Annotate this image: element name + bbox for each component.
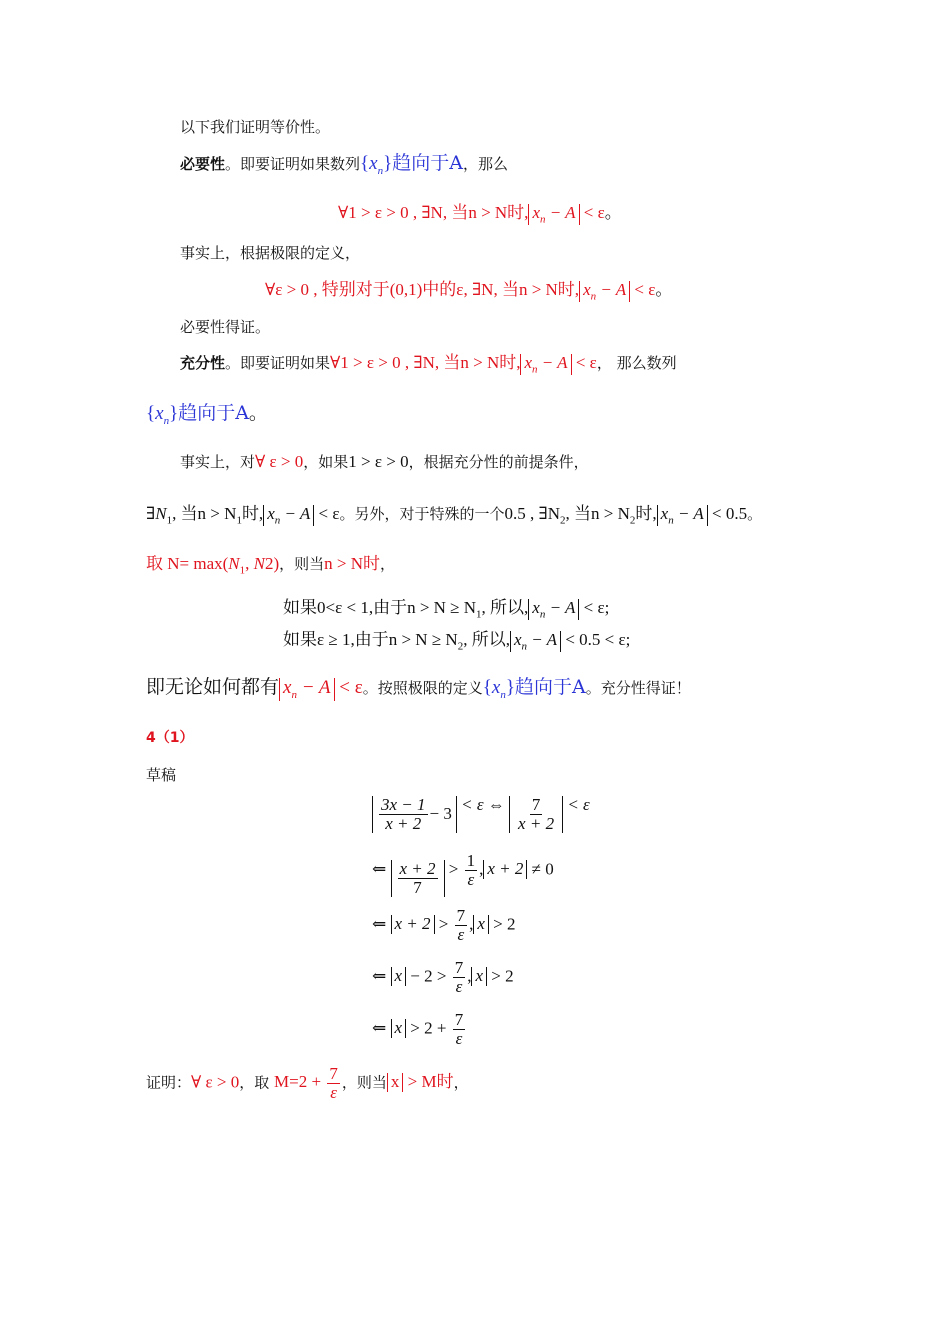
- fact1-formula: ∀ε > 0 , 特别对于(0,1)中的ε, ∃N, 当n > N时, $x_n - A < \varepsilon$。: [265, 280, 673, 303]
- intro-sentence: [180, 118, 330, 136]
- draft-row-3: ⇐ x + 2 > $\frac{7}{\varepsilon}$ , x > 2: [372, 906, 516, 944]
- case-epsilon-less-than-1: 如果0<ε < 1,由于$n > N \ge N_1$, 所以, $x_n - A < \varepsilon$;: [283, 598, 610, 621]
- section-heading: 4（1）: [146, 730, 194, 746]
- draft-row-5: ⇐ x > 2 + $\frac{7}{\varepsilon}$: [372, 1010, 464, 1048]
- take-n-statement: 取 $N= \max(N_1$, N2)，则当n > N时，: [146, 554, 396, 577]
- conclusion-statement: 即无论如何都有 $x_n - A < \varepsilon$。按照极限的定义$\{x_n\}$趋向于A。充分性得证！: [146, 676, 691, 701]
- n1-n2-statement: $\exists N_1$, 当$n > N_1$时, $x_n - A < \varepsilon$。另外，对于特殊的一个0.5 , $\exists N_2$, 当$n > N_2$时, $x_n - A < 0.5$。: [146, 504, 763, 527]
- converges-to-a: 趋向于A: [392, 152, 463, 174]
- sufficiency-continuation: $\{x_n\}$趋向于A。: [146, 402, 268, 427]
- draft-label: 草稿: [146, 766, 177, 784]
- sufficiency-formula: ∀1 > ε > 0 , ∃N, 当n > N时, $x_n - A < \varepsilon$: [330, 353, 597, 376]
- sufficiency-statement: 充分性。即要证明如果∀1 > ε > 0 , ∃N, 当n > N时, $x_n - A < \varepsilon$， 那么数列: [180, 353, 677, 376]
- sequence-xn: $\{x_n\}$: [146, 403, 179, 427]
- fact1-text: 事实上，根据极限的定义，: [180, 244, 361, 262]
- necessity-formula: ∀1 > ε > 0 , ∃N, 当n > N时, $x_n - A < \varepsilon$。: [338, 203, 622, 226]
- case-epsilon-at-least-1: 如果ε ≥ 1,由于$n > N \ge N_2$, 所以, $x_n - A < 0.5 < \varepsilon$;: [283, 630, 631, 653]
- draft-row-2: ⇐ $\frac{x + 2}{7}$ > $\frac{1}{\varepsilon}$ , x + 2 ≠ 0: [372, 851, 554, 898]
- necessity-label: 必要性: [180, 155, 226, 173]
- intro-text: 以下我们证明等价性。: [180, 118, 331, 136]
- sequence-xn: $\{x_n\}$: [360, 153, 393, 177]
- necessity-text: 。即要证明如果数列: [225, 155, 361, 173]
- sufficiency-label: 充分性: [180, 354, 226, 372]
- necessity-statement: [180, 152, 508, 178]
- fact-statement-2: 事实上，对∀ ε > 0，如果1 > ε > 0，根据充分性的前提条件，: [180, 452, 589, 471]
- draft-row-1: $\frac{3x - 1}{x + 2}$ − 3 < ε ⇔ $\frac{7}{x + 2}$ < ε: [372, 795, 590, 833]
- fact-statement-1: [180, 244, 360, 262]
- proof-statement: 证明：∀ ε > 0，取 M=2 + $\frac{7}{\varepsilon}$ ，则当 x > M时，: [146, 1064, 469, 1102]
- draft-row-4: ⇐ x − 2 > $\frac{7}{\varepsilon}$ , x > 2: [372, 958, 514, 996]
- necessity-then: ，那么: [462, 155, 508, 173]
- necessity-proven: [180, 318, 270, 336]
- necessity-done-text: 必要性得证。: [180, 318, 271, 336]
